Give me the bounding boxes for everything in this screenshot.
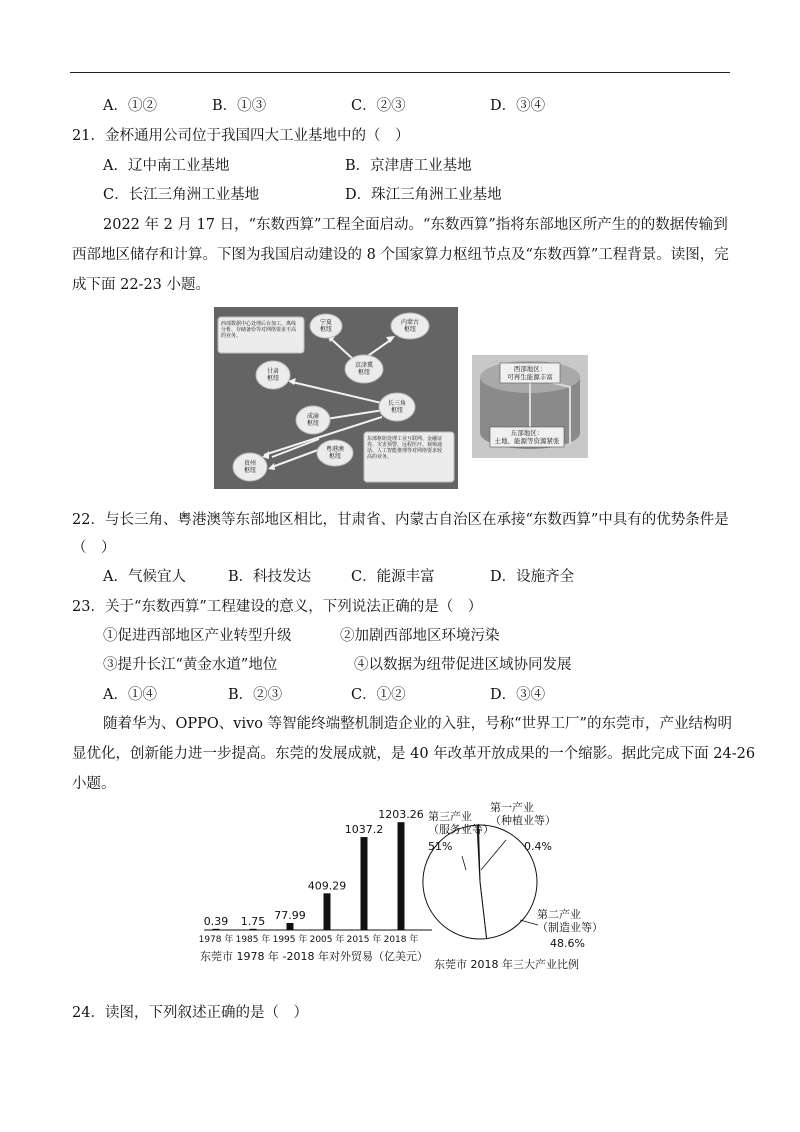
west-note-text: 西部数据中心处理后台加工、离线分析、存储备份等对网络要求不高的业务。 <box>221 321 297 339</box>
bar-category-label-1: 1985 年 <box>235 935 271 945</box>
q23-choice-3: ③提升长江“黄金水道”地位 <box>103 657 278 673</box>
industry-pie-chart <box>420 800 620 980</box>
intro1-line3: 成下面 22-23 小题。 <box>72 277 211 293</box>
pie-chart-title: 东莞市 2018 年三大产业比例 <box>434 958 579 971</box>
pie-label-0: 第三产业（服务业等） <box>428 810 494 836</box>
bar-category-label-5: 2018 年 <box>383 935 419 945</box>
bar-category-label-2: 1995 年 <box>272 935 308 945</box>
q23-option-a: A．①④ <box>103 687 157 703</box>
pie-percent-2: 48.6% <box>550 937 585 950</box>
q23-stem: 23．关于“东数西算”工程建设的意义，下列说法正确的是（ ） <box>72 599 483 615</box>
q21-stem: 21．金杯通用公司位于我国四大工业基地中的（ ） <box>72 128 410 144</box>
q21-option-c: C．长江三角洲工业基地 <box>103 187 260 203</box>
q23-option-c: C．①② <box>351 687 406 703</box>
option-b: B．①③ <box>212 98 267 114</box>
bar-4 <box>361 837 368 930</box>
bar-value-label-4: 1037.2 <box>344 823 384 837</box>
label-ningxia: 宁夏枢纽 <box>319 319 333 334</box>
bar-value-label-3: 409.29 <box>307 879 347 893</box>
label-chengyu: 成渝枢纽 <box>306 413 320 428</box>
q23-option-b: B．②③ <box>228 687 283 703</box>
q21-option-a: A．辽中南工业基地 <box>103 158 230 174</box>
bar-value-label-1: 1.75 <box>240 914 266 928</box>
pie-label-2: 第二产业（制造业等） <box>537 908 603 934</box>
q22-stem: 22．与长三角、粤港澳等东部地区相比，甘肃省、内蒙古自治区在承接“东数西算”中具有的优势条件是 <box>72 512 729 528</box>
label-neimenggu: 内蒙古枢纽 <box>400 319 420 334</box>
q22-paren: （ ） <box>72 540 116 556</box>
header-rule <box>70 72 730 73</box>
east-note-text: 东部枢纽处理工业互联网、金融证券、灾害预警、远程医疗、视频通话、人工智能推理等对网络要求较高的业务。 <box>367 436 443 460</box>
q21-option-d: D．珠江三角洲工业基地 <box>345 187 502 203</box>
bar-3 <box>324 893 331 930</box>
cylinder-west-label: 西部地区：可再生能源丰富 <box>507 365 553 381</box>
cylinder-east-label: 东部地区：土地、能源等资源紧张 <box>494 429 560 445</box>
q22-option-b: B．科技发达 <box>228 569 312 585</box>
bar-chart-title: 东莞市 1978 年 -2018 年对外贸易（亿美元） <box>200 950 428 963</box>
bar-category-label-3: 2005 年 <box>309 935 345 945</box>
q22-option-c: C．能源丰富 <box>351 569 435 585</box>
option-d: D．③④ <box>490 98 546 114</box>
label-guizhou: 贵州枢纽 <box>243 460 257 475</box>
option-a: A．①② <box>103 98 157 114</box>
q24-stem: 24．读图，下列叙述正确的是（ ） <box>72 1005 308 1021</box>
intro1-line2: 西部地区储存和计算。下图为我国启动建设的 8 个国家算力枢纽节点及“东数西算”工程背景。读图，完 <box>72 247 729 263</box>
label-changsanjiao: 长三角枢纽 <box>387 400 407 415</box>
bar-value-label-0: 0.39 <box>203 914 229 928</box>
intro2-line3: 小题。 <box>72 776 116 792</box>
pie-leader-2 <box>520 920 538 925</box>
q22-option-a: A．气候宜人 <box>103 569 186 585</box>
q23-choice-4: ④以数据为纽带促进区域协同发展 <box>354 657 572 673</box>
bar-value-label-2: 77.99 <box>274 909 306 923</box>
q23-choice-1: ①促进西部地区产业转型升级 <box>103 628 292 644</box>
intro1-line1: 2022 年 2 月 17 日，“东数西算”工程全面启动。“东数西算”指将东部地区所产生的的数据传输到 <box>103 217 728 233</box>
pie-percent-1: 0.4% <box>524 840 552 853</box>
q21-option-b: B．京津唐工业基地 <box>345 158 472 174</box>
q23-choice-2: ②加剧西部地区环境污染 <box>340 628 500 644</box>
east-west-cylinder <box>472 355 588 458</box>
bar-value-label-5: 1203.26 <box>378 808 424 822</box>
q23-option-d: D．③④ <box>490 687 546 703</box>
bar-1 <box>250 929 257 930</box>
intro2-line1: 随着华为、OPPO、vivo 等智能终端整机制造企业的入驻，号称“世界工厂”的东莞市，产业结构明 <box>103 716 732 732</box>
bar-5 <box>398 822 405 930</box>
bar-category-label-4: 2015 年 <box>346 935 382 945</box>
bar-category-label-0: 1978 年 <box>198 935 234 945</box>
bar-2 <box>287 923 294 930</box>
label-gansu: 甘肃枢纽 <box>266 368 280 383</box>
option-c: C．②③ <box>351 98 406 114</box>
intro2-line2: 显优化，创新能力进一步提高。东莞的发展成就，是 40 年改革开放成果的一个缩影。据此完成下面 24-26 <box>72 746 756 762</box>
bar-0 <box>213 929 220 930</box>
trade-bar-chart <box>196 800 436 980</box>
pie-percent-0: 51% <box>428 840 453 853</box>
label-jingjinji: 京津冀枢纽 <box>354 362 374 377</box>
pie-label-1: 第一产业（种植业等） <box>490 801 556 827</box>
q22-option-d: D．设施齐全 <box>490 569 575 585</box>
computing-hub-map <box>214 307 458 489</box>
label-yuegangao: 粤港澳枢纽 <box>325 446 345 461</box>
